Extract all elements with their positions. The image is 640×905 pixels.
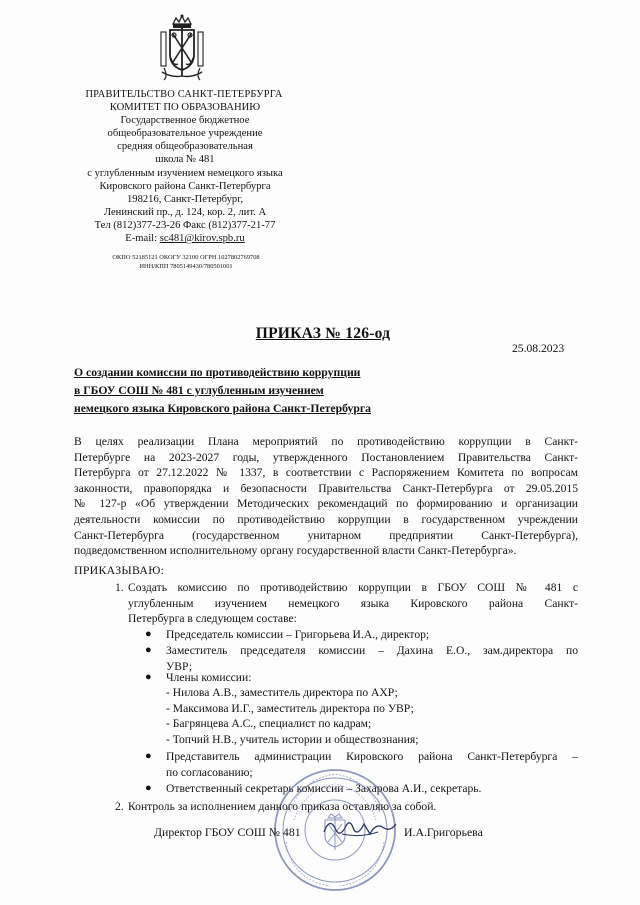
bullet-members: ● Члены комиссии: <box>145 671 252 684</box>
order-subject <box>74 364 371 417</box>
item-line: углубленным изучением немецкого языка Кировского района Санкт- <box>128 596 578 610</box>
paragraph-line: № 127-р «Об утверждении Методических рекомендаций по формированию и организации <box>74 497 578 511</box>
paragraph-line: деятельности комиссии по противодействию коррупции в государственном учреждении <box>74 512 578 526</box>
bullet-icon: ● <box>145 644 152 656</box>
bullet-icon: ● <box>145 628 152 640</box>
subject-line: О создании комиссии по противодействию коррупции <box>74 366 361 379</box>
paragraph-line: подведомственном исполнительному органу государственной власти Санкт-Петербурга». <box>74 544 517 558</box>
codes-line: ОКПО 52185121 ОКОГУ 32100 ОГРН 1027802769708 <box>112 254 260 261</box>
item-line: Петербурга в следующем составе: <box>128 612 297 626</box>
email-link[interactable]: sc481@kirov.spb.ru <box>159 233 245 245</box>
organization-header <box>70 88 300 245</box>
signature-position: Директор ГБОУ СОШ № 481 <box>154 825 301 839</box>
item-line: Контроль за исполнением данного приказа оставляю за собой. <box>128 800 437 813</box>
paragraph-line: законности, правопорядка и безопасности Правительства Санкт-Петербурга от 29.05.2015 <box>74 481 578 495</box>
email-line <box>70 232 300 245</box>
school-line: Государственное бюджетное <box>120 115 250 127</box>
bullet-admin: ● Представитель администрации Кировского района Санкт-Петербурга – по согласованию; <box>145 750 578 779</box>
paragraph-line: В целях реализации Плана мероприятий по противодействию коррупции в Санкт- <box>74 435 578 448</box>
phone-line: Тел (812)377-23-26 Факс (812)377-21-77 <box>94 219 276 231</box>
school-line: с углубленным изучением немецкого языка <box>87 167 283 179</box>
bullet-deputy: ● Заместитель председателя комиссии – Дахина Е.О., зам.директора по УВР; <box>145 644 578 673</box>
paragraph-line: Петербурга от 27.12.2022 № 1337, в соответствии с Распоряжением Комитета по вопросам <box>74 466 578 480</box>
subject-line: в ГБОУ СОШ № 481 с углубленным изучением <box>74 383 324 397</box>
committee-name: КОМИТЕТ ПО ОБРАЗОВАНИЮ <box>109 102 261 114</box>
registration-codes <box>68 254 304 271</box>
address-line: 198216, Санкт-Петербург, <box>126 193 244 205</box>
bullet-icon: ● <box>145 750 152 762</box>
item-line: Создать комиссию по противодействию коррупции в ГБОУ СОШ № 481 с <box>128 581 578 594</box>
subject-line: немецкого языка Кировского района Санкт-Петербурга <box>74 401 371 415</box>
order-word: ПРИКАЗЫВАЮ: <box>74 563 165 577</box>
handwritten-signature <box>320 812 400 842</box>
school-line: Кировского района Санкт-Петербурга <box>99 180 271 192</box>
school-line: школа № 481 <box>155 154 215 166</box>
email-label: E-mail: <box>125 233 160 245</box>
item-number: 2. <box>115 800 124 813</box>
bullet-icon: ● <box>145 782 152 794</box>
members-list <box>166 685 418 747</box>
bullet-secretary: ● Ответственный секретарь комиссии – Захарова А.И., секретарь. <box>145 782 482 795</box>
bullet-icon: ● <box>145 671 152 683</box>
codes-line: ИНН/КПП 7805149430/780501001 <box>139 262 233 270</box>
bullet-chair: ● Председатель комиссии – Григорьева И.А., директор; <box>145 628 430 641</box>
member-item: - Топчий Н.В., учитель истории и обществознания; <box>166 732 419 746</box>
item-number: 1. <box>115 581 124 594</box>
order-item-1 <box>115 580 578 627</box>
school-line: средняя общеобразовательная <box>117 141 253 153</box>
paragraph-line: Санкт-Петербурга (государственном унитарном предприятии Санкт-Петербурга), <box>74 528 578 542</box>
order-date: 25.08.2023 <box>512 342 565 355</box>
member-item: - Багрянцева А.С., специалист по кадрам; <box>166 717 372 731</box>
order-title: ПРИКАЗ № 126-од <box>255 325 391 342</box>
member-item: - Максимова И.Г., заместитель директора по УВР; <box>166 701 414 715</box>
address-line: Ленинский пр., д. 124, кор. 2, лит. А <box>103 206 267 218</box>
signature-name: И.А.Григорьева <box>404 825 483 839</box>
coat-of-arms-emblem <box>158 14 206 86</box>
preamble-paragraph <box>74 434 578 559</box>
government-name: ПРАВИТЕЛЬСТВО САНКТ-ПЕТЕРБУРГА <box>85 89 283 100</box>
member-item: - Нилова А.В., заместитель директора по АХР; <box>166 686 398 699</box>
paragraph-line: Петербурге на 2023-2027 годы, утвержденного Постановлением Правительства Санкт- <box>74 450 578 464</box>
school-line: общеобразовательное учреждение <box>107 128 263 140</box>
